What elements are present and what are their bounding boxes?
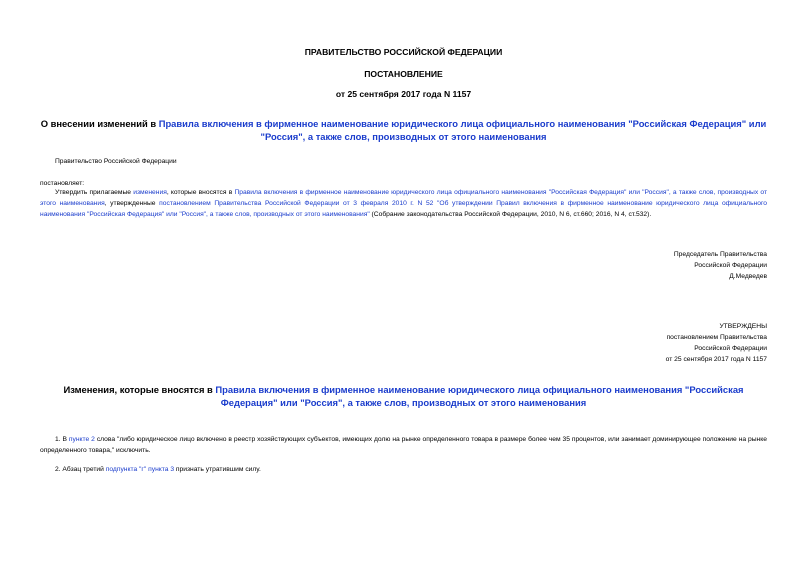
document-date-number: от 25 сентября 2017 года N 1157 bbox=[335, 89, 472, 99]
p1-text-a: Утвердить прилагаемые bbox=[55, 189, 134, 196]
item-2 bbox=[55, 464, 261, 475]
approved-line-2: постановлением Правительства bbox=[666, 334, 767, 341]
approved-block bbox=[666, 321, 767, 365]
document-title bbox=[40, 117, 767, 143]
item-2-subpoint-link[interactable]: подпункта "г" пункта 3 bbox=[105, 466, 175, 473]
item-2-text-b: признать утратившим силу. bbox=[174, 466, 261, 473]
p1-text-d: (Собрание законодательства Российской Федерации, 2010, N 6, ст.660; 2016, N 4, ст.532). bbox=[369, 211, 652, 218]
signature-block bbox=[674, 249, 767, 282]
item-1-text-a: 1. В bbox=[55, 436, 69, 443]
title-prefix: О внесении изменений в bbox=[40, 118, 159, 129]
approved-line-4: от 25 сентября 2017 года N 1157 bbox=[665, 356, 767, 363]
item-2-text-a: 2. Абзац третий bbox=[55, 466, 106, 473]
p1-text-c: , утвержденные bbox=[104, 200, 160, 207]
signature-line-2: Российской Федерации bbox=[694, 262, 767, 269]
item-1 bbox=[40, 434, 767, 456]
title-rules-link[interactable]: Правила включения в фирменное наименование юридического лица официального наименования "Российская Федерация" или "Россия", а также слов, производных от этого наименования bbox=[158, 118, 767, 142]
p1-resolution-link[interactable]: постановлением Правительства Российской Федерации от 3 февраля 2010 г. N 52 "Об утверждении Правил включения в фирменное наименование юридического лица официального наименования "Российская Федерация" или "Россия", а также слов, производных от этого наименования" bbox=[40, 200, 767, 218]
item-1-text-b: слова "либо юридическое лицо включено в реестр хозяйствующих субъектов, имеющих долю на рынке определенного товара в размере более чем 35 процентов, или занимает доминирующее положение на рынке определенного товара," исключить. bbox=[40, 436, 767, 454]
changes-title-prefix: Изменения, которые вносятся в bbox=[63, 384, 216, 395]
p1-rules-link[interactable]: Правила включения в фирменное наименование юридического лица официального наименования "Российская Федерация" или "Россия", а также слов, производных от этого наименования bbox=[40, 189, 768, 207]
p1-changes-link[interactable]: изменения bbox=[133, 189, 167, 196]
item-1-point-link[interactable]: пункте 2 bbox=[68, 436, 95, 443]
document-type: ПОСТАНОВЛЕНИЕ bbox=[364, 69, 443, 79]
approved-line-1: УТВЕРЖДЕНЫ bbox=[719, 323, 767, 330]
changes-title-rules-link[interactable]: Правила включения в фирменное наименование юридического лица официального наименования "Российская Федерация" или "Россия", а также слов, производных от этого наименования bbox=[215, 384, 744, 408]
paragraph-1 bbox=[40, 187, 767, 220]
decides-word: постановляет: bbox=[40, 180, 85, 187]
government-name: ПРАВИТЕЛЬСТВО РОССИЙСКОЙ ФЕДЕРАЦИИ bbox=[304, 47, 503, 57]
signature-line-1: Председатель Правительства bbox=[673, 251, 767, 258]
signature-line-3: Д.Медведев bbox=[729, 273, 767, 280]
approved-line-3: Российской Федерации bbox=[694, 345, 767, 352]
changes-title bbox=[40, 383, 767, 409]
issuer: Правительство Российской Федерации bbox=[55, 158, 177, 165]
p1-text-b: , которые вносятся в bbox=[166, 189, 235, 196]
